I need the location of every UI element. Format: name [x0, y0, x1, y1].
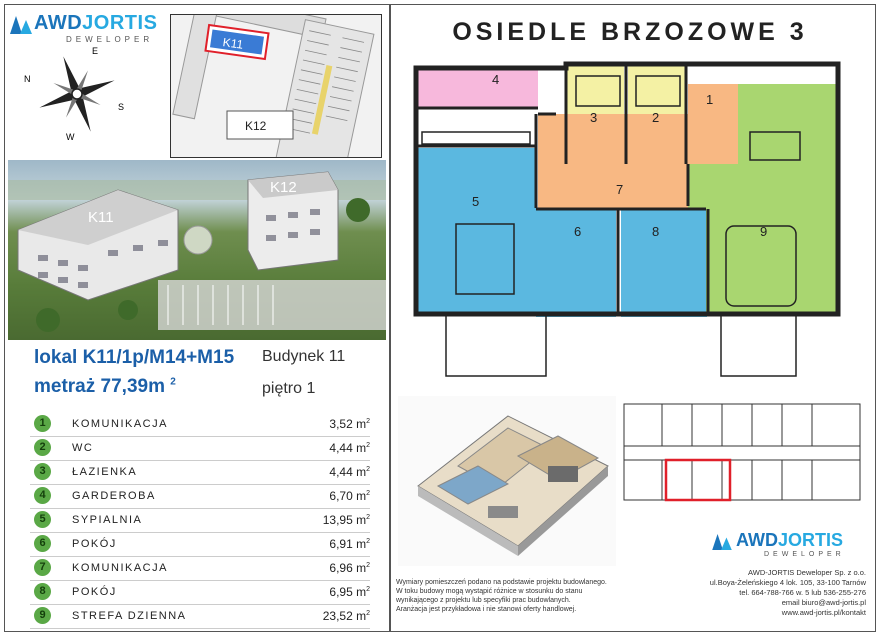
company-email[interactable]: email biuro@awd-jortis.pl: [781, 598, 866, 607]
fp-label-4: 4: [492, 72, 500, 87]
company-address: ul.Boya-Żeleńskiego 4 lok. 105, 33-100 Tarnów: [709, 578, 866, 587]
logo-mark-icon: [712, 534, 732, 550]
compass-rose-icon: [22, 44, 132, 144]
compass-e: E: [92, 46, 99, 56]
room-number-badge: 2: [34, 439, 51, 456]
fp-label-2: 2: [652, 110, 660, 125]
room-number-badge: 3: [34, 463, 51, 480]
room-number-badge: 5: [34, 511, 51, 528]
list-item: [30, 485, 370, 509]
unit-title: lokal K11/1p/M14+M15: [34, 347, 235, 368]
list-item: [30, 557, 370, 581]
room-number-badge: 1: [34, 415, 51, 432]
list-item: [30, 533, 370, 557]
room-name: GARDEROBA: [72, 490, 156, 502]
floor-label: piętro 1: [262, 380, 316, 397]
brand-logo[interactable]: [10, 10, 160, 48]
list-item: [30, 605, 370, 629]
fp-label-6: 6: [574, 224, 582, 239]
list-item: [30, 461, 370, 485]
list-item: [30, 413, 370, 437]
building-label: Budynek 11: [262, 348, 346, 365]
site-plan: [170, 14, 382, 158]
key-plan: [622, 396, 862, 506]
room-name: WC: [72, 442, 94, 454]
room-area: 3,52 $m^2$: [329, 417, 370, 431]
room-area: 4,44 $m^2$: [329, 465, 370, 479]
room-area: 6,70 $m^2$: [329, 489, 370, 503]
room-number-badge: 6: [34, 535, 51, 552]
brand-name-footer: AWDJORTIS: [736, 530, 844, 550]
room-number-badge: 9: [34, 607, 51, 624]
room-list: [30, 413, 370, 629]
siteplan-k12-label: K12: [245, 119, 267, 133]
room-name: POKÓJ: [72, 538, 117, 550]
fp-label-5: 5: [472, 194, 480, 209]
company-name: AWD-JORTIS Deweloper Sp. z o.o.: [748, 568, 866, 577]
aerial-k12-label: K12: [270, 179, 297, 196]
unit-area: metraż 77,39m $^2$: [34, 376, 176, 397]
compass-n: N: [24, 74, 31, 84]
aerial-k11-label: K11: [88, 209, 114, 226]
logo-mark-icon: [10, 16, 32, 34]
room-name: POKÓJ: [72, 586, 117, 598]
brand-logo-footer[interactable]: [712, 528, 862, 562]
room-number-badge: 8: [34, 583, 51, 600]
room-name: SYPIALNIA: [72, 514, 143, 526]
room-name: KOMUNIKACJA: [72, 562, 168, 574]
room-number-badge: 4: [34, 487, 51, 504]
fp-label-3: 3: [590, 110, 598, 125]
room-area: 23,52 $m^2$: [322, 609, 370, 623]
aerial-render: [8, 160, 386, 340]
room-area: 6,96 $m^2$: [329, 561, 370, 575]
fp-label-8: 8: [652, 224, 660, 239]
contact-block: [660, 568, 866, 618]
room-name: STREFA DZIENNA: [72, 610, 187, 622]
compass-w: W: [66, 132, 75, 142]
brand-name: AWDJORTIS: [34, 12, 158, 34]
disclaimer: Wymiary pomieszczeń podano na podstawie projektu budowlanego. W toku budowy mogą wystąpić różnice w stosunku do stanu wynikającego z projektu lub specyfiki prac budowlanych. Aranżacja jest przykładowa i nie stanowi oferty handlowej.: [396, 579, 607, 613]
siteplan-k11-label: K11: [221, 35, 245, 52]
list-item: [30, 437, 370, 461]
estate-title: OSIEDLE BRZOZOWE 3: [452, 18, 808, 46]
room-area: 4,44 $m^2$: [329, 441, 370, 455]
brand-tagline-footer: DEWELOPER: [764, 551, 845, 558]
room-number-badge: 7: [34, 559, 51, 576]
isometric-render: [398, 396, 616, 566]
list-item: [30, 509, 370, 533]
company-website[interactable]: www.awd-jortis.pl/kontakt: [781, 608, 866, 617]
room-area: 13,95 $m^2$: [322, 513, 370, 527]
room-area: 6,91 $m^2$: [329, 537, 370, 551]
brand-tagline: DEWELOPER: [66, 35, 154, 44]
right-content: [390, 4, 876, 632]
fp-label-7: 7: [616, 182, 624, 197]
floor-plan: [406, 56, 856, 386]
room-area: 6,95 $m^2$: [329, 585, 370, 599]
room-name: ŁAZIENKA: [72, 466, 138, 478]
compass-s: S: [118, 102, 125, 112]
fp-label-1: 1: [706, 92, 714, 107]
company-phone[interactable]: tel. 664-788-766 w. 5 lub 536-255-276: [739, 588, 866, 597]
room-name: KOMUNIKACJA: [72, 418, 168, 430]
list-item: [30, 581, 370, 605]
fp-label-9: 9: [760, 224, 768, 239]
